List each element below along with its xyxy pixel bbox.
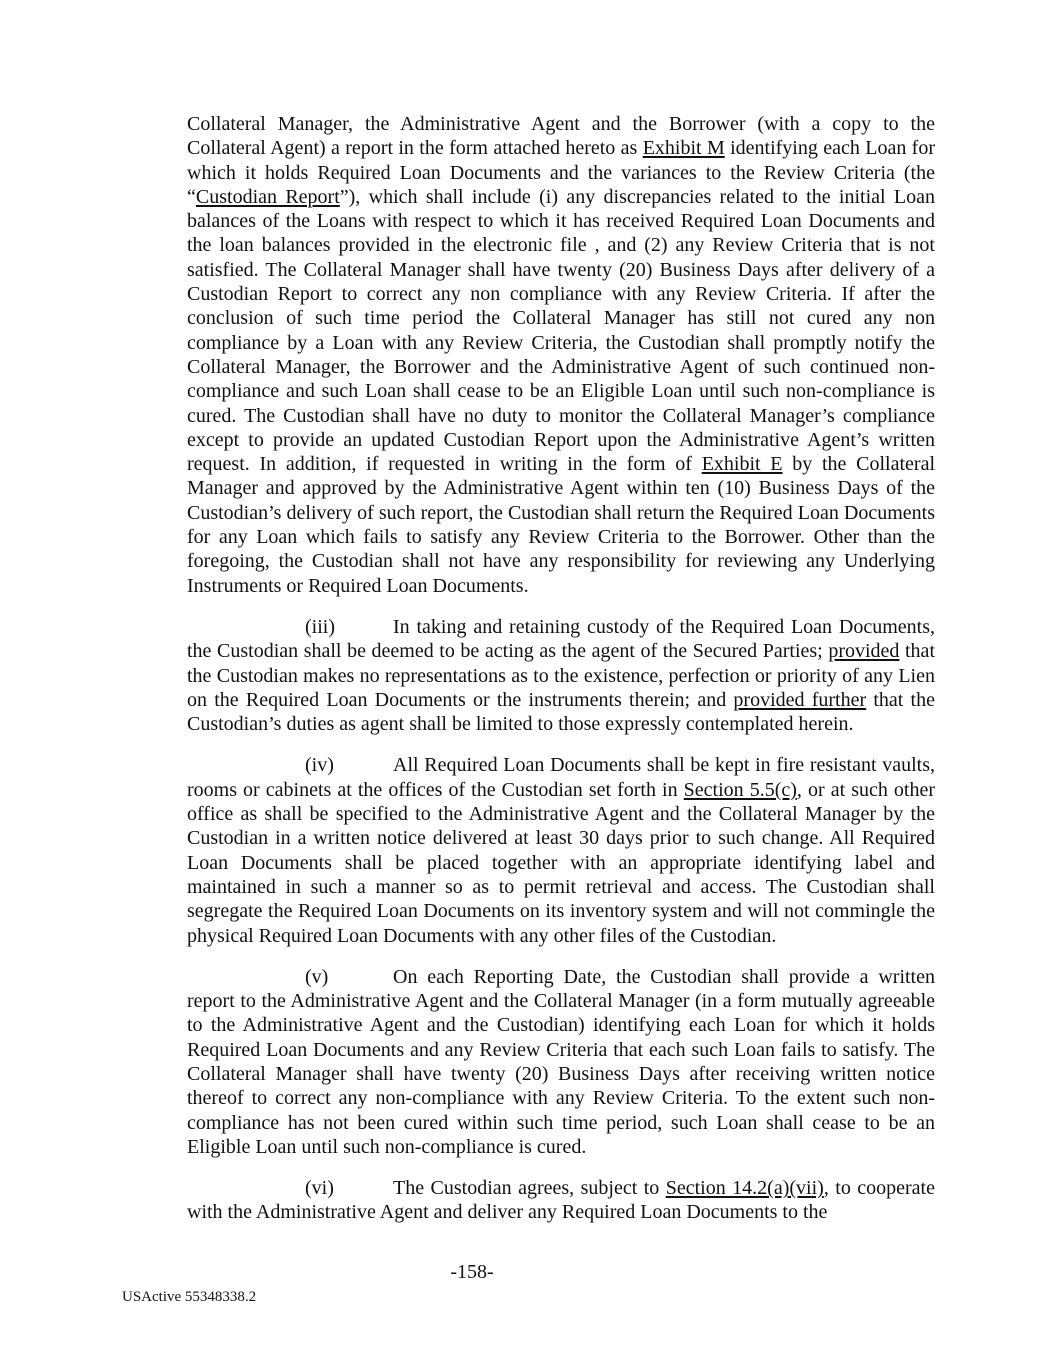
text-run: , to cooperate with the Administrative Agent and deliver any Required Loan Documents to the: [187, 1177, 935, 1224]
numbered-paragraph-vi: [187, 1176, 935, 1225]
underlined-reference: provided further: [733, 688, 867, 711]
underlined-reference: Exhibit E: [701, 453, 783, 476]
text-run: identifying each Loan for which it holds Required Loan Documents and the variances to the Review Criteria (the “: [187, 137, 936, 208]
underlined-reference: provided: [828, 640, 900, 663]
paragraph-marker: (iv): [305, 754, 334, 777]
underlined-reference: Exhibit M: [642, 137, 725, 160]
numbered-paragraph-iii: [187, 615, 935, 736]
text-run: All Required Loan Documents shall be kept in fire resistant vaults, rooms or cabinets at the offices of the Custodian set forth in: [187, 754, 935, 801]
continuation-paragraph: [187, 112, 935, 598]
body-text: [187, 112, 935, 1242]
page-number: -158-: [450, 1261, 494, 1283]
underlined-reference: Section 5.5(c): [683, 778, 797, 801]
paragraph-marker: (v): [305, 965, 329, 988]
underlined-reference: Section 14.2(a)(vii): [665, 1177, 824, 1200]
text-run: , or at such other office as shall be specified to the Administrative Agent and the Collateral Manager by the Custodian in a written notice delivered at least 30 days prior to such change. All Required Loan Documents shall be placed together with an appropriate identifying label and maintained in such a manner so as to permit retrieval and access. The Custodian shall segregate the Required Loan Documents on its inventory system and will not commingle the physical Required Loan Documents with any other files of the Custodian.: [187, 778, 936, 947]
text-run: that the Custodian’s duties as agent shall be limited to those expressly contemplated herein.: [187, 688, 935, 736]
document-id-footer: USActive 55348338.2: [122, 1289, 257, 1305]
paragraph-marker: (iii): [305, 615, 335, 638]
paragraph-marker: (vi): [305, 1177, 334, 1200]
underlined-reference: Custodian Report: [195, 185, 340, 208]
text-run: In taking and retaining custody of the Required Loan Documents, the Custodian shall be deemed to be acting as the agent of the Secured Parties;: [187, 615, 935, 663]
text-run: ”), which shall include (i) any discrepancies related to the initial Loan balances of the Loans with respect to which it has received Required Loan Documents and the loan balances provided in the electronic file , and (2) any Review Criteria that is not satisfied. The Collateral Manager shall have twenty (20) Business Days after delivery of a Custodian Report to correct any non compliance with any Review Criteria. If after the conclusion of such time period the Collateral Manager has still not cured any non compliance by a Loan with any Review Criteria, the Custodian shall promptly notify the Collateral Manager, the Borrower and the Administrative Agent of such continued non-compliance and such Loan shall cease to be an Eligible Loan until such non-compliance is cured. The Custodian shall have no duty to monitor the Collateral Manager’s compliance except to provide an updated Custodian Report upon the Administrative Agent’s written request. In addition, if requested in writing in the form of: [187, 185, 935, 476]
text-run: The Custodian agrees, subject to: [393, 1177, 666, 1200]
text-run: by the Collateral Manager and approved by the Administrative Agent within ten (10) Business Days of the Custodian’s delivery of such report, the Custodian shall return the Required Loan Documents for any Loan which fails to satisfy any Review Criteria to the Borrower. Other than the foregoing, the Custodian shall not have any responsibility for reviewing any Underlying Instruments or Required Loan Documents.: [187, 453, 936, 597]
text-run: Collateral Manager, the Administrative Agent and the Borrower (with a copy to the Collateral Agent) a report in the form attached hereto as: [187, 113, 935, 160]
numbered-paragraph-iv: [187, 753, 935, 947]
text-run: On each Reporting Date, the Custodian shall provide a written report to the Administrative Agent and the Collateral Manager (in a form mutually agreeable to the Administrative Agent and the Custodian) identifying each Loan for which it holds Required Loan Documents and any Review Criteria that each such Loan fails to satisfy. The Collateral Manager shall have twenty (20) Business Days after receiving written notice thereof to correct any non-compliance with any Review Criteria. To the extent such non-compliance has not been cured within such time period, such Loan shall cease to be an Eligible Loan until such non-compliance is cured.: [187, 965, 935, 1158]
numbered-paragraph-v: [187, 965, 935, 1159]
text-run: that the Custodian makes no representations as to the existence, perfection or priority of any Lien on the Required Loan Documents or the instruments therein; and: [187, 640, 935, 711]
